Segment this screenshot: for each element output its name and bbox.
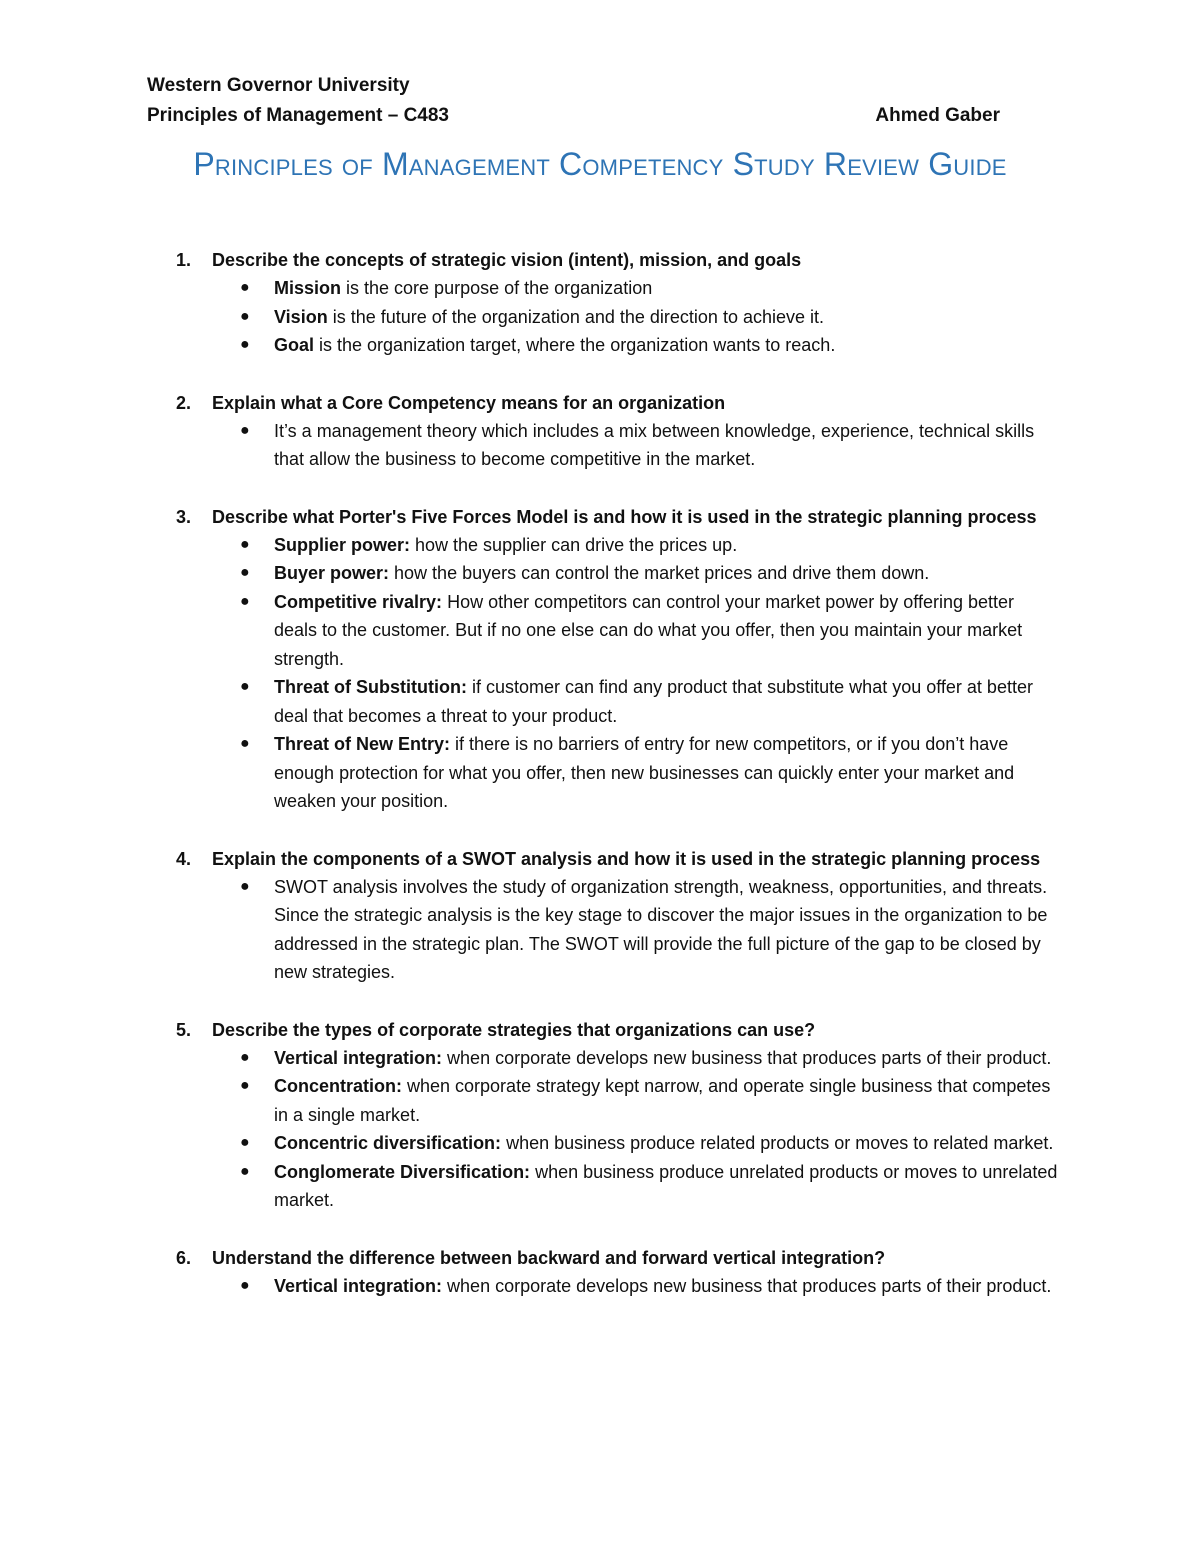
- bullet-icon: ●: [240, 421, 250, 439]
- list-item: [0, 673, 1200, 730]
- question-section: [0, 1016, 1200, 1215]
- answer-list: [0, 1044, 1200, 1215]
- answer-text: is the organization target, where the organization wants to reach.: [314, 335, 836, 355]
- answer-term: Vertical integration:: [274, 1047, 443, 1068]
- bullet-icon: ●: [240, 336, 250, 353]
- bullet-icon: ●: [240, 735, 250, 752]
- course-name: Principles of Management – C483: [147, 105, 449, 126]
- list-item: [0, 1072, 1200, 1129]
- answer-text: is the core purpose of the organization: [341, 278, 653, 298]
- answer-term: Goal: [274, 335, 315, 355]
- answer-list: [0, 531, 1200, 816]
- question-heading: [0, 246, 1200, 274]
- answer-text: when corporate develops new business that produces parts of their product.: [442, 1047, 1052, 1068]
- list-item: [0, 274, 1200, 303]
- list-item: [0, 1158, 1200, 1215]
- question-text: Describe what Porter's Five Forces Model is and how it is used in the strategic planning process: [212, 506, 1037, 527]
- answer-list: [0, 274, 1200, 360]
- answer-term: Vision: [274, 306, 328, 327]
- answer-text: It’s a management theory which includes a mix between knowledge, experience, technical skills that allow the business to become competitive in the market.: [274, 420, 1035, 469]
- bullet-icon: ●: [240, 1134, 250, 1151]
- question-text: Describe the types of corporate strategies that organizations can use?: [212, 1019, 816, 1040]
- bullet-icon: ●: [240, 564, 250, 581]
- bullet-icon: ●: [240, 1048, 250, 1066]
- question-number: 3.: [176, 506, 192, 527]
- question-number: 2.: [176, 392, 192, 413]
- answer-text: how the supplier can drive the prices up.: [410, 534, 738, 555]
- question-heading: [0, 503, 1200, 531]
- bullet-icon: ●: [240, 307, 250, 325]
- answer-text: when corporate strategy kept narrow, and operate single business that competes in a single market.: [274, 1076, 1051, 1125]
- list-item: [0, 559, 1200, 588]
- list-item: [0, 303, 1200, 332]
- answer-text: when business produce unrelated products or moves to unrelated market.: [274, 1161, 1058, 1210]
- answer-term: Conglomerate Diversification:: [274, 1161, 531, 1182]
- university-name: Western Governor University: [147, 75, 410, 96]
- list-item: [0, 588, 1200, 674]
- list-item: [0, 873, 1200, 987]
- bullet-icon: ●: [240, 279, 250, 296]
- list-item: [0, 1129, 1200, 1158]
- list-item: [0, 531, 1200, 560]
- answer-text: SWOT analysis involves the study of organization strength, weakness, opportunities, and threats. Since the strategic analysis is the key stage to discover the major issues in the organization to be addressed in the strategic plan. The SWOT will provide the full picture of the gap to be closed by new strategies.: [274, 876, 1048, 982]
- answer-term: Supplier power:: [274, 534, 411, 555]
- answer-term: Concentric diversification:: [274, 1133, 502, 1153]
- answer-term: Mission: [274, 278, 342, 298]
- question-number: 6.: [176, 1247, 192, 1268]
- answer-text: when business produce related products or moves to related market.: [501, 1133, 1054, 1153]
- question-text: Understand the difference between backward and forward vertical integration?: [212, 1247, 886, 1268]
- question-section: [0, 503, 1200, 816]
- answer-text: if there is no barriers of entry for new competitors, or if you don’t have enough protection for what you offer, then new businesses can quickly enter your market and weaken your position.: [274, 734, 1015, 811]
- answer-term: Concentration:: [274, 1076, 402, 1096]
- answer-text: if customer can find any product that substitute what you offer at better deal that becomes a threat to your product.: [274, 677, 1033, 726]
- question-section: [0, 845, 1200, 987]
- answer-list: [0, 1272, 1200, 1301]
- list-item: [0, 331, 1200, 360]
- answer-text: when corporate develops new business that produces parts of their product.: [442, 1275, 1052, 1296]
- question-text: Explain what a Core Competency means for an organization: [212, 392, 726, 413]
- answer-term: Buyer power:: [274, 563, 390, 583]
- question-text: Explain the components of a SWOT analysis and how it is used in the strategic planning process: [212, 848, 1041, 869]
- bullet-icon: ●: [240, 678, 250, 695]
- question-text: Describe the concepts of strategic vision (intent), mission, and goals: [212, 250, 802, 270]
- bullet-icon: ●: [240, 1162, 250, 1180]
- bullet-icon: ●: [240, 535, 250, 553]
- question-number: 1.: [176, 250, 192, 270]
- question-heading: [0, 845, 1200, 873]
- question-section: [0, 389, 1200, 474]
- question-number: 5.: [176, 1019, 192, 1040]
- bullet-icon: ●: [240, 1276, 250, 1294]
- question-list: [0, 246, 1200, 1329]
- answer-list: [0, 417, 1200, 474]
- bullet-icon: ●: [240, 1077, 250, 1094]
- question-section: [0, 246, 1200, 360]
- question-heading: [0, 1016, 1200, 1044]
- document-title: Principles of Management Competency Study Review Guide: [193, 146, 1007, 182]
- answer-text: How other competitors can control your market power by offering better deals to the customer. But if no one else can do what you offer, then you maintain your market strength.: [274, 591, 1023, 669]
- question-section: [0, 1244, 1200, 1301]
- answer-text: how the buyers can control the market prices and drive them down.: [389, 563, 930, 583]
- answer-text: is the future of the organization and the direction to achieve it.: [327, 306, 824, 327]
- question-number: 4.: [176, 848, 192, 869]
- list-item: [0, 1044, 1200, 1073]
- answer-term: Threat of New Entry:: [274, 734, 451, 754]
- answer-term: Threat of Substitution:: [274, 677, 467, 697]
- question-heading: [0, 1244, 1200, 1272]
- bullet-icon: ●: [240, 877, 250, 895]
- list-item: [0, 1272, 1200, 1301]
- question-heading: [0, 389, 1200, 417]
- bullet-icon: ●: [240, 592, 250, 610]
- answer-term: Competitive rivalry:: [274, 591, 443, 612]
- list-item: [0, 417, 1200, 474]
- author-name: Ahmed Gaber: [875, 105, 1000, 126]
- answer-list: [0, 873, 1200, 987]
- answer-term: Vertical integration:: [274, 1275, 443, 1296]
- list-item: [0, 730, 1200, 816]
